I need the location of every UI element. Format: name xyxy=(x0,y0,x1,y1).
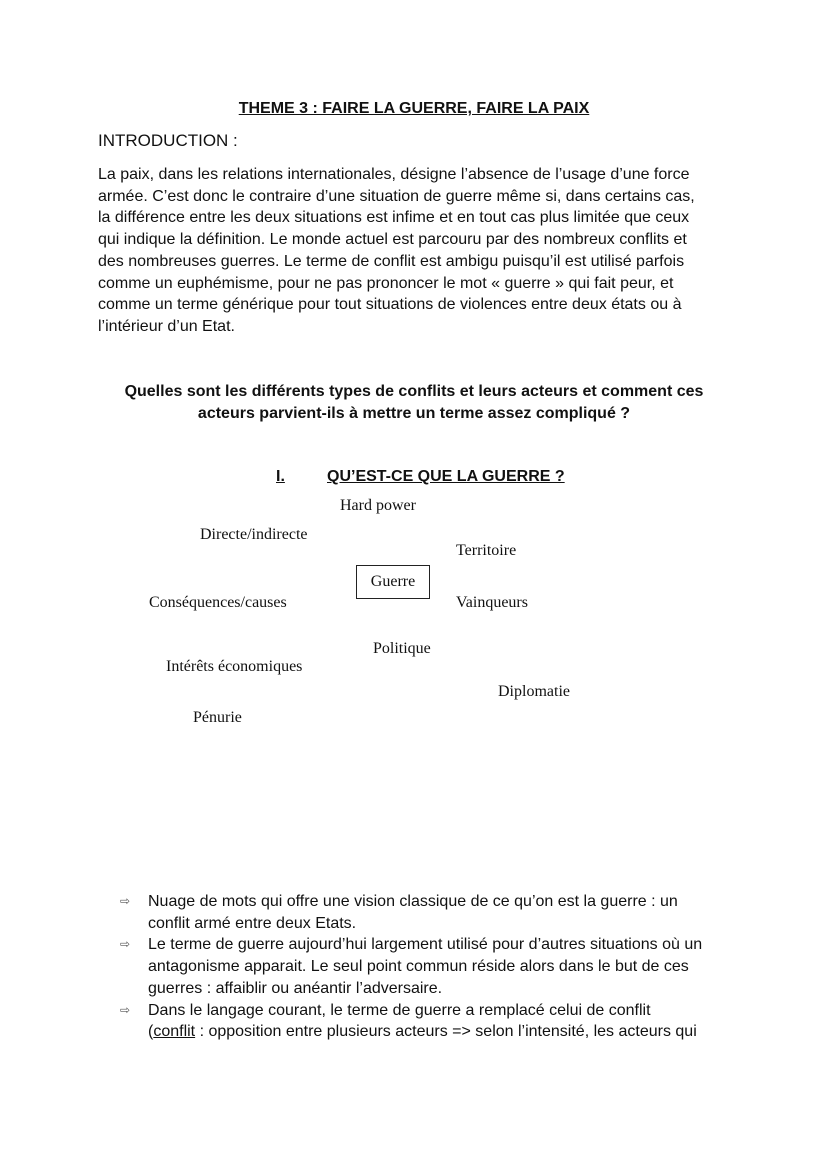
text-line: antagonisme apparait. Le seul point commun réside alors dans le but de ces xyxy=(148,958,689,976)
text-line: La paix, dans les relations internationales, désigne l’absence de l’usage d’une force xyxy=(98,166,690,183)
word: Politique xyxy=(373,640,431,657)
paren: ( xyxy=(148,1023,154,1041)
text-line: guerres : affaiblir ou anéantir l’adversaire. xyxy=(148,979,443,997)
text-line: qui indique la définition. Le monde actuel est parcouru par des nombreux conflits et xyxy=(98,231,687,249)
word: Vainqueurs xyxy=(456,594,528,611)
section-number: I. xyxy=(276,468,285,485)
word: Diplomatie xyxy=(498,683,570,700)
text-line: des nombreuses guerres. Le terme de conflit est ambigu puisqu’il est utilisé parfois xyxy=(98,252,685,270)
text-line: comme un terme générique pour tout situations de violences entre deux états ou à xyxy=(98,296,682,314)
list-item xyxy=(120,1000,702,1043)
text-line: la différence entre les deux situations est infime et en tout cas plus limitée que ceux xyxy=(98,209,690,227)
arrow-bullet-icon: ⇨ xyxy=(120,937,131,952)
text-line: armée. C’est donc le contraire d’une situation de guerre même si, dans certains cas, xyxy=(98,187,695,205)
word: Territoire xyxy=(456,542,517,559)
text-line: Le terme de guerre aujourd’hui largement utilisé pour d’autres situations où un xyxy=(148,936,703,954)
word: Hard power xyxy=(340,497,416,514)
page-title: THEME 3 : FAIRE LA GUERRE, FAIRE LA PAIX xyxy=(238,100,590,117)
text-line: comme un euphémisme, pour ne pas prononcer le mot « guerre » qui fait peur, et xyxy=(98,274,674,292)
text-line xyxy=(148,1021,702,1043)
arrow-bullet-icon: ⇨ xyxy=(120,1002,131,1017)
word: Directe/indirecte xyxy=(200,526,308,543)
text-line: l’intérieur d’un Etat. xyxy=(98,317,235,335)
word: Conséquences/causes xyxy=(149,594,287,611)
intro-heading: INTRODUCTION : xyxy=(98,131,238,150)
text-line: Quelles sont les différents types de conflits et leurs acteurs et comment ces xyxy=(124,383,704,400)
word: Pénurie xyxy=(193,709,242,726)
text-line: Dans le langage courant, le terme de guerre a remplacé celui de conflit xyxy=(148,1001,651,1019)
definition-text: : opposition entre plusieurs acteurs => selon l’intensité, les acteurs qui xyxy=(195,1023,697,1041)
text-line: conflit armé entre deux Etats. xyxy=(148,914,357,932)
bullet-list xyxy=(120,891,702,1043)
word: Intérêts économiques xyxy=(166,658,303,675)
section-title: QU’EST-CE QUE LA GUERRE ? xyxy=(327,468,565,485)
arrow-bullet-icon: ⇨ xyxy=(120,894,131,908)
text-line: acteurs parvient-ils à mettre un terme assez compliqué ? xyxy=(197,405,631,422)
problem-question xyxy=(0,381,828,425)
text-line: Nuage de mots qui offre une vision classique de ce qu’on est la guerre : un xyxy=(148,893,678,910)
term-conflit: conflit xyxy=(153,1023,196,1041)
list-item xyxy=(120,891,702,934)
intro-paragraph xyxy=(98,164,695,338)
word-center-box: Guerre xyxy=(356,565,430,599)
list-item xyxy=(120,934,702,999)
